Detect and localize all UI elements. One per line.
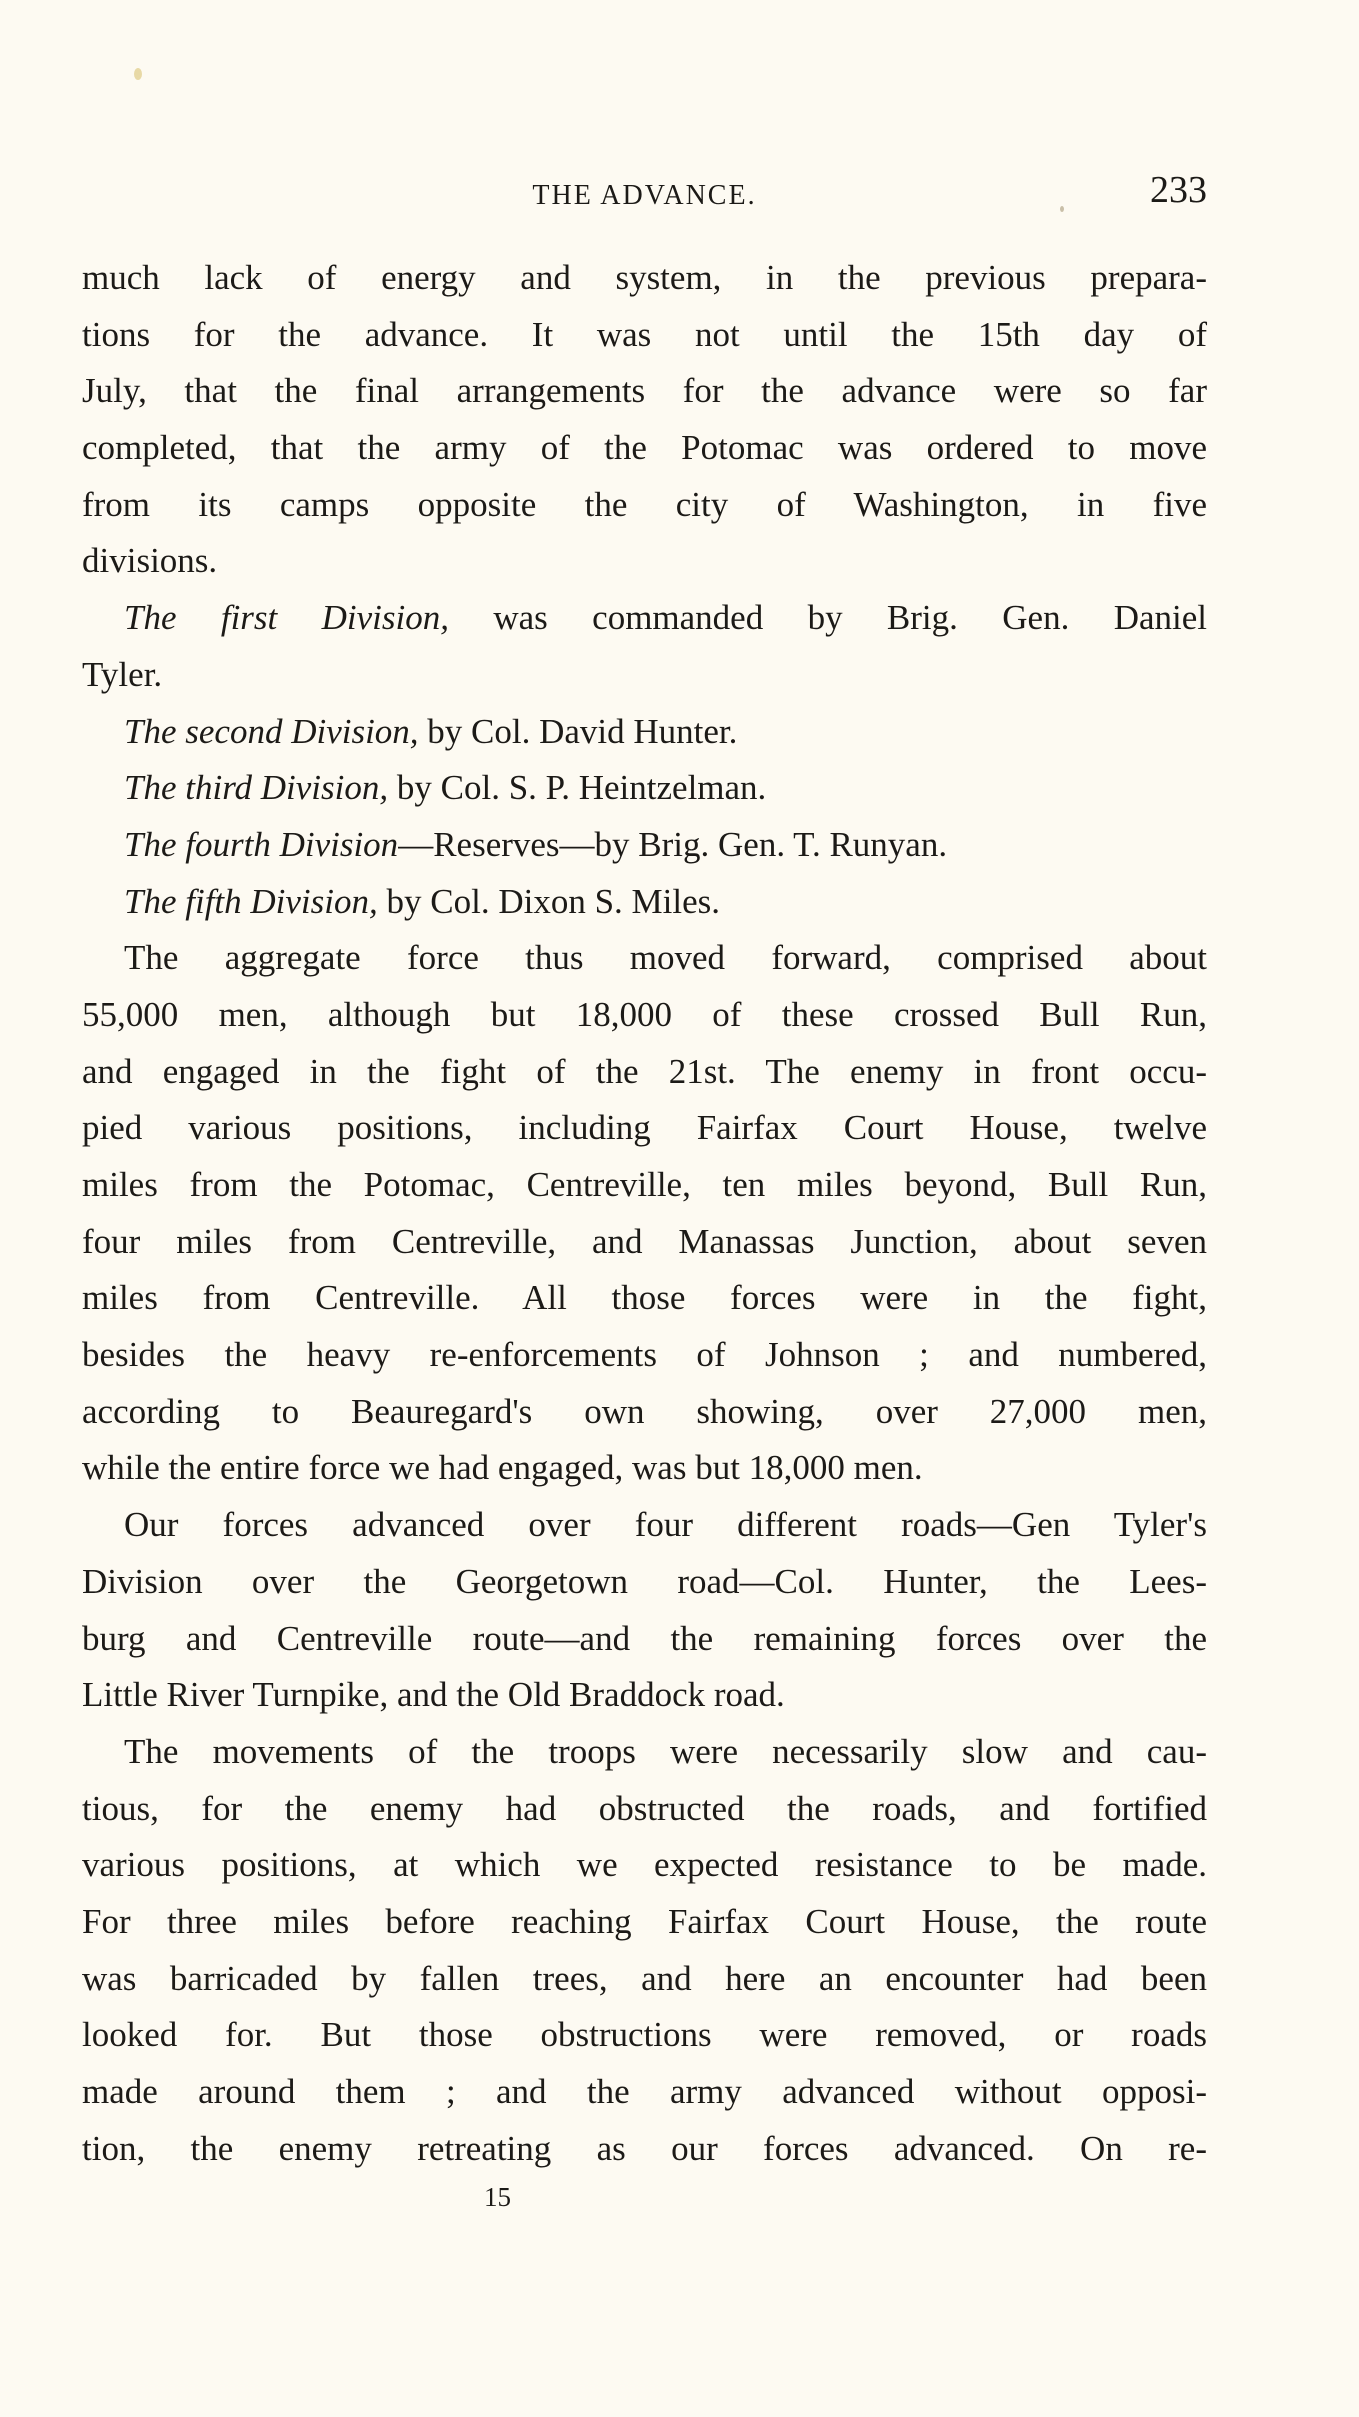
text-line: The movements of the troops were necessarily slow and cau- [124,1731,1207,1771]
page-header [82,168,1207,218]
text-line: was barricaded by fallen trees, and here an encounter had been [82,1958,1207,1998]
text-line: tion, the enemy retreating as our forces advanced. On re- [82,2128,1207,2168]
text-line: looked for. But those obstructions were removed, or roads [82,2015,1207,2055]
text-line: and engaged in the fight of the 21st. The enemy in front occu- [82,1051,1207,1091]
text-line: July, that the final arrangements for the advance were so far [82,371,1207,411]
division-line [82,590,1207,647]
division-line [82,704,1207,761]
text-line: divisions. [82,541,218,581]
body-text [82,250,1207,2177]
text-line: various positions, at which we expected resistance to be made. [82,1845,1207,1885]
text-line: much lack of energy and system, in the previous prepara- [82,258,1207,297]
text-line: made around them ; and the army advanced without opposi- [82,2072,1207,2111]
text-line: The aggregate force thus moved forward, comprised about [124,938,1207,978]
division-detail: —Reserves—by Brig. Gen. T. Runyan. [398,824,948,864]
division-line [82,817,1207,874]
division-name: The third Division, [124,768,389,808]
text-line: 55,000 men, although but 18,000 of these crossed Bull Run, [82,994,1207,1034]
text-line: from its camps opposite the city of Washington, in five [82,484,1207,524]
division-detail: was commanded by Brig. Gen. Daniel [449,598,1207,638]
text-line: Division over the Georgetown road—Col. Hunter, the Lees- [82,1561,1207,1601]
division-detail: by Col. Dixon S. Miles. [377,881,721,921]
text-line: Little River Turnpike, and the Old Braddock road. [82,1675,785,1715]
text-line: four miles from Centreville, and Manassas Junction, about seven [82,1221,1207,1261]
division-line [82,760,1207,817]
text-line: besides the heavy re-enforcements of Johnson ; and numbered, [82,1335,1207,1375]
text-line: while the entire force we had engaged, was but 18,000 men. [82,1448,923,1488]
text-line: completed, that the army of the Potomac was ordered to move [82,428,1207,468]
division-name: The fifth Division, [124,881,378,921]
text-line: miles from Centreville. All those forces were in the fight, [82,1278,1207,1318]
text-line: pied various positions, including Fairfax Court House, twelve [82,1108,1207,1148]
signature-mark: 15 [484,2182,511,2212]
text-line: tions for the advance. It was not until the 15th day of [82,314,1207,354]
paper-speck [134,68,142,80]
page-number: 233 [1150,169,1207,211]
division-name: The second Division, [124,711,419,751]
division-line [82,874,1207,931]
division-detail: by Col. David Hunter. [418,711,738,751]
division-name: The fourth Division [124,824,399,864]
text-line: Our forces advanced over four different roads—Gen Tyler's [124,1505,1207,1545]
text-line: Tyler. [82,654,163,694]
division-name: The first Division, [124,598,449,638]
text-line: miles from the Potomac, Centreville, ten miles beyond, Bull Run, [82,1165,1207,1204]
text-line: For three miles before reaching Fairfax Court House, the route [82,1901,1207,1941]
text-line: according to Beauregard's own showing, over 27,000 men, [82,1391,1207,1431]
division-detail: by Col. S. P. Heintzelman. [388,768,767,808]
text-line: burg and Centreville route—and the remaining forces over the [82,1618,1207,1658]
running-head: THE ADVANCE. [532,180,757,211]
text-line: tious, for the enemy had obstructed the roads, and fortified [82,1788,1207,1828]
